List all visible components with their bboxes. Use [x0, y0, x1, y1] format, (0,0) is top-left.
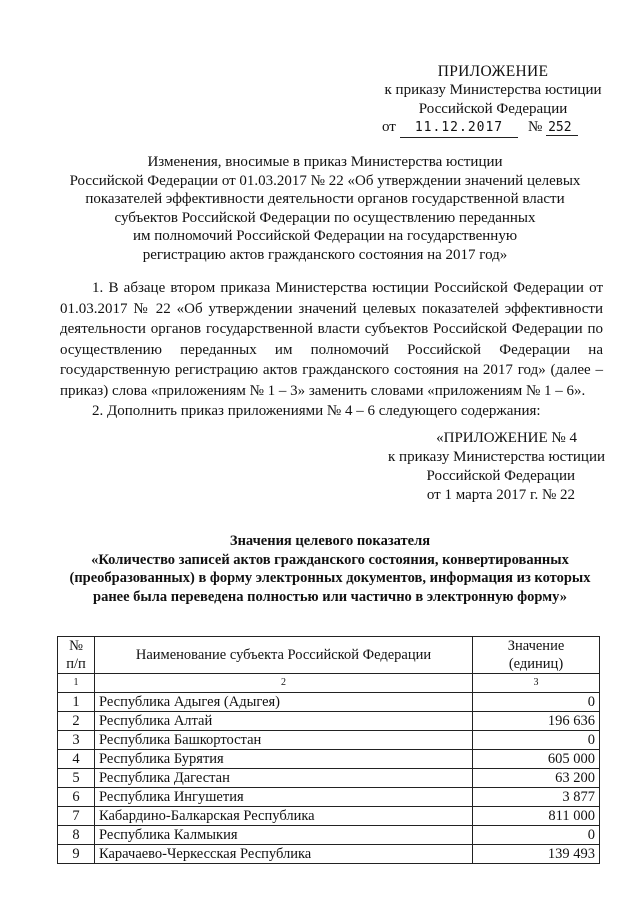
region-name: Республика Алтай [95, 712, 473, 731]
region-value: 0 [473, 731, 600, 750]
row-number: 5 [58, 769, 95, 788]
region-value: 3 877 [473, 788, 600, 807]
header-num: № п/п [58, 637, 95, 674]
table-title-line: Значения целевого показателя [229, 533, 431, 549]
row-number: 9 [58, 845, 95, 864]
table-row [58, 788, 600, 807]
sub-appendix-country-line: Российской Федерации [426, 468, 575, 484]
table-row [58, 845, 600, 864]
header-value: Значение (единиц) [473, 637, 600, 674]
paragraph-1: 1. В абзаце втором приказа Министерства юстиции Российской Федерации от 01.03.2017 № 22 «Об утверждении значений целевых показателей эффективности деятельности органов государственной власти субъектов Российской Федерации по осуществлению переданных им полномочий Российской Федерации на государственную регистрацию актов гражданского состояния на 2017 год» (далее – приказ) слова «приложениям № 1 – 3» заменить словами «приложениям № 1 – 6». [60, 280, 603, 399]
order-number [528, 118, 590, 137]
changes-title-line: Изменения, вносимые в приказ Министерства юстиции [147, 154, 503, 170]
table-row [58, 712, 600, 731]
sub-appendix-title: «ПРИЛОЖЕНИЕ № 4 [436, 430, 577, 446]
changes-title-line: показателей эффективности деятельности органов государственной власти [85, 191, 565, 207]
table-row [58, 826, 600, 845]
region-name: Республика Бурятия [95, 750, 473, 769]
region-value: 139 493 [473, 845, 600, 864]
header-name: Наименование субъекта Российской Федерации [95, 637, 473, 674]
region-value: 811 000 [473, 807, 600, 826]
appendix-title: ПРИЛОЖЕНИЕ [437, 63, 549, 80]
region-name: Республика Калмыкия [95, 826, 473, 845]
row-number: 3 [58, 731, 95, 750]
region-value: 0 [473, 693, 600, 712]
row-number: 6 [58, 788, 95, 807]
changes-title-line: им полномочий Российской Федерации на государственную [132, 228, 518, 244]
column-number: 1 [58, 674, 95, 693]
table-row [58, 769, 600, 788]
table-row [58, 807, 600, 826]
region-name: Республика Дагестан [95, 769, 473, 788]
changes-title [60, 153, 590, 264]
region-name: Кабардино-Балкарская Республика [95, 807, 473, 826]
order-prefix: от [382, 119, 396, 135]
table-title-line: «Количество записей актов гражданского состояния, конвертированных [91, 551, 569, 568]
order-number-label: № [528, 119, 543, 135]
row-number: 7 [58, 807, 95, 826]
changes-title-line: регистрацию актов гражданского состояния на 2017 год» [142, 246, 508, 263]
region-name: Республика Башкортостан [95, 731, 473, 750]
region-name: Республика Адыгея (Адыгея) [95, 693, 473, 712]
table-title [55, 532, 605, 606]
table-row [58, 693, 600, 712]
order-number-value: 252 [546, 120, 577, 136]
row-number: 1 [58, 693, 95, 712]
region-value: 196 636 [473, 712, 600, 731]
sub-appendix-header [370, 429, 605, 505]
table-title-line: ранее была переведена полностью или частично в электронную форму» [93, 588, 567, 605]
region-value: 63 200 [473, 769, 600, 788]
row-number: 2 [58, 712, 95, 731]
region-name: Республика Ингушетия [95, 788, 473, 807]
table-header-row [58, 637, 600, 674]
row-number: 4 [58, 750, 95, 769]
appendix-ministry-line: к приказу Министерства юстиции [384, 82, 602, 98]
appendix-country-line: Российской Федерации [418, 101, 568, 117]
column-number: 3 [473, 674, 600, 693]
changes-title-line: субъектов Российской Федерации по осуществлению переданных [114, 209, 536, 226]
changes-title-line: Российской Федерации от 01.03.2017 № 22 «Об утверждении значений целевых [69, 172, 581, 189]
column-number: 2 [95, 674, 473, 693]
region-value: 0 [473, 826, 600, 845]
table-row [58, 750, 600, 769]
region-name: Карачаево-Черкесская Республика [95, 845, 473, 864]
body-paragraphs [60, 278, 603, 422]
order-date: 11.12.2017 [400, 118, 518, 138]
paragraph-2: 2. Дополнить приказ приложениями № 4 – 6 следующего содержания: [92, 403, 541, 419]
column-number-row [58, 674, 600, 693]
sub-appendix-ministry-line: к приказу Министерства юстиции [388, 449, 605, 465]
indicator-table [57, 636, 600, 864]
region-value: 605 000 [473, 750, 600, 769]
row-number: 8 [58, 826, 95, 845]
table-title-line: (преобразованных) в форму электронных документов, информация из которых [69, 570, 591, 586]
appendix-header [378, 62, 608, 119]
sub-appendix-date-line: от 1 марта 2017 г. № 22 [426, 487, 575, 503]
table-row [58, 731, 600, 750]
